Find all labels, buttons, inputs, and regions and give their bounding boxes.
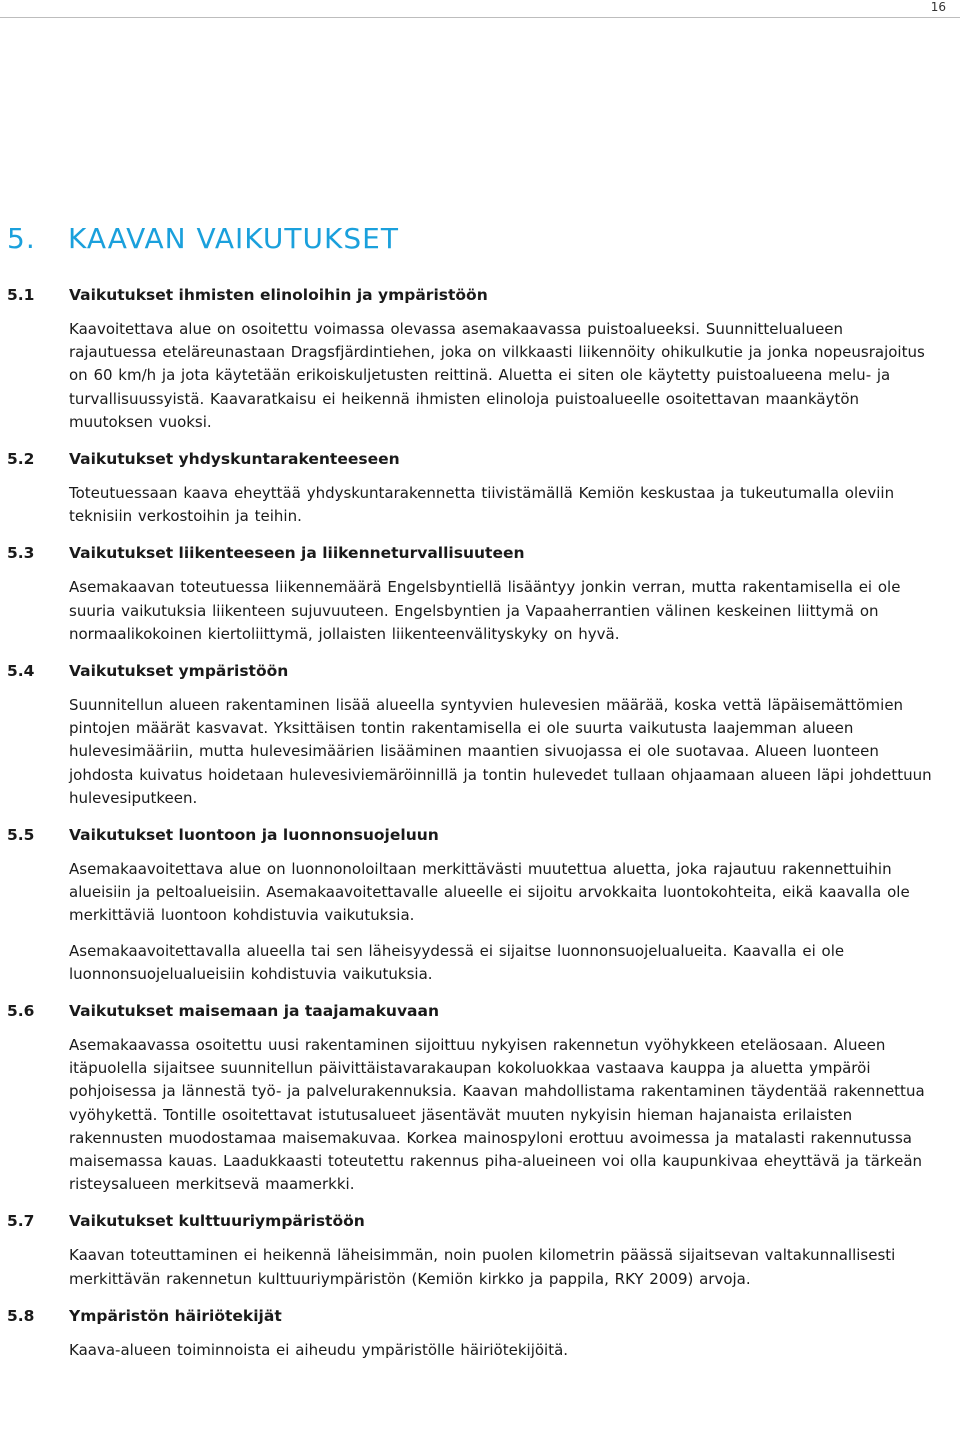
paragraph: Asemakaavoitettava alue on luonnonoloiltaan merkittävästi muutettua aluetta, joka rajautuu rakennettuihin alueisiin ja peltoalueisiin. Asemakaavoitettavalle alueelle ei sijoitu arvokkaita luontokohteita, eikä kaavalla ole merkittäviä luontoon kohdistuvia vaikutuksia. bbox=[69, 860, 910, 925]
section-5-2 bbox=[0, 446, 960, 528]
section-number: 5.2 bbox=[7, 450, 35, 469]
paragraph: Kaavoitettava alue on osoitettu voimassa olevassa asemakaavassa puistoalueeksi. Suunnittelualueen rajautuessa eteläreunastaan Dragsfjärdintiehen, joka on vilkkaasti liikennöity ohikulkutie ja jonka nopeusrajoitus on 60 km/h ja jota käytetään erikoiskuljetusten reittinä. Aluetta ei siten ole käytetty puistoalueena melu- ja turvallisuussyistä. Kaavaratkaisu ei heikennä ihmisten elinoloja puistoalueelle osoitettavan maankäytön muutoksen vuoksi. bbox=[69, 320, 925, 431]
section-heading bbox=[0, 658, 960, 684]
section-5-6 bbox=[0, 998, 960, 1196]
section-number: 5.7 bbox=[7, 1212, 35, 1231]
section-5-8 bbox=[0, 1303, 960, 1362]
section-heading bbox=[0, 282, 960, 308]
section-title: Vaikutukset yhdyskuntarakenteeseen bbox=[69, 450, 400, 469]
section-number: 5.8 bbox=[7, 1306, 35, 1325]
section-5-1 bbox=[0, 282, 960, 434]
chapter-heading bbox=[7, 222, 399, 255]
section-number: 5.5 bbox=[7, 826, 35, 845]
page-number: 16 bbox=[930, 0, 946, 14]
document-body bbox=[0, 282, 960, 1374]
chapter-number: 5. bbox=[7, 222, 36, 255]
section-number: 5.4 bbox=[7, 662, 35, 681]
section-heading bbox=[0, 1208, 960, 1234]
section-title: Vaikutukset ihmisten elinoloihin ja ympäristöön bbox=[69, 286, 488, 304]
section-title: Vaikutukset liikenteeseen ja liikenneturvallisuuteen bbox=[69, 544, 525, 563]
section-title: Vaikutukset maisemaan ja taajamakuvaan bbox=[69, 1002, 440, 1021]
section-number: 5.3 bbox=[7, 544, 35, 563]
paragraph: Asemakaavan toteutuessa liikennemäärä Engelsbyntiellä lisääntyy jonkin verran, mutta rakentamisella ei ole suuria vaikutuksia liikenteen sujuvuuteen. Engelsbyntien ja Vapaaherrantien välinen keskeinen liittymä on normaalikokoinen kiertoliittymä, jollaisten liikenteenvälityskyky on hyvä. bbox=[69, 578, 901, 643]
section-title: Vaikutukset kulttuuriympäristöön bbox=[69, 1212, 365, 1231]
section-title: Ympäristön häiriötekijät bbox=[69, 1306, 282, 1325]
section-heading bbox=[0, 540, 960, 566]
paragraph: Suunnitellun alueen rakentaminen lisää alueella syntyvien hulevesien määrää, koska vettä läpäisemättömien pintojen määrät kasvavat. Yksittäisen tontin rakentamisella ei ole suurta vaikutusta laajemman alueen hulevesimääriin, mutta hulevesimäärien lisääminen maantien sivuojassa ei ole suotavaa. Alueen luonteen johdosta kuivatus hoidetaan hulevesiviemäröinnillä ja tontin hulevedet tullaan ohjaamaan alueen läpi johdettuun hulevesiputkeen. bbox=[69, 696, 932, 807]
paragraph: Kaava-alueen toiminnoista ei aiheudu ympäristölle häiriötekijöitä. bbox=[69, 1340, 569, 1359]
section-number: 5.1 bbox=[7, 286, 35, 304]
paragraph: Asemakaavassa osoitettu uusi rakentaminen sijoittuu nykyisen rakennetun vyöhykkeen eteläosaan. Alueen itäpuolella sijaitsee suunnitellun päivittäistavarakaupan kokoluokkaa vastaava kauppa ja aluetta ympäröi pohjoisessa ja lännestä työ- ja palvelurakennuksia. Kaavan mahdollistama rakentaminen täydentää rakennettua vyöhykettä. Tontille osoitettavat istutusalueet jäsentävät muuten nykyisin hieman hajanaista erilaisten rakennusten muodostamaa maisemakuvaa. Korkea mainospyloni erottuu avoimessa ja matalasti rakennutussa maisemassa kauas. Laadukkaasti toteutettu rakennus piha-alueineen voi olla kaupunkivaa eheyttävä ja tärkeän risteysalueen merkitsevä maamerkki. bbox=[69, 1036, 925, 1194]
section-heading bbox=[0, 998, 960, 1024]
section-heading bbox=[0, 1303, 960, 1329]
section-heading bbox=[0, 822, 960, 848]
section-5-4 bbox=[0, 658, 960, 810]
section-5-7 bbox=[0, 1208, 960, 1290]
header-divider bbox=[0, 17, 960, 18]
section-5-5 bbox=[0, 822, 960, 986]
paragraph: Asemakaavoitettavalla alueella tai sen läheisyydessä ei sijaitse luonnonsuojelualueita. Kaavalla ei ole luonnonsuojelualueisiin kohdistuvia vaikutuksia. bbox=[69, 941, 845, 983]
section-title: Vaikutukset luontoon ja luonnonsuojeluun bbox=[69, 826, 439, 845]
chapter-title: KAAVAN VAIKUTUKSET bbox=[68, 222, 399, 255]
section-5-3 bbox=[0, 540, 960, 646]
paragraph: Toteutuessaan kaava eheyttää yhdyskuntarakennetta tiivistämällä Kemiön keskustaa ja tukeutumalla oleviin teknisiin verkostoihin ja teihin. bbox=[69, 484, 895, 526]
section-number: 5.6 bbox=[7, 1002, 35, 1021]
section-title: Vaikutukset ympäristöön bbox=[69, 662, 289, 681]
section-heading bbox=[0, 446, 960, 472]
paragraph: Kaavan toteuttaminen ei heikennä läheisimmän, noin puolen kilometrin päässä sijaitsevan valtakunnallisesti merkittävän rakennetun kulttuuriympäristön (Kemiön kirkko ja pappila, RKY 2009) arvoja. bbox=[69, 1246, 896, 1288]
